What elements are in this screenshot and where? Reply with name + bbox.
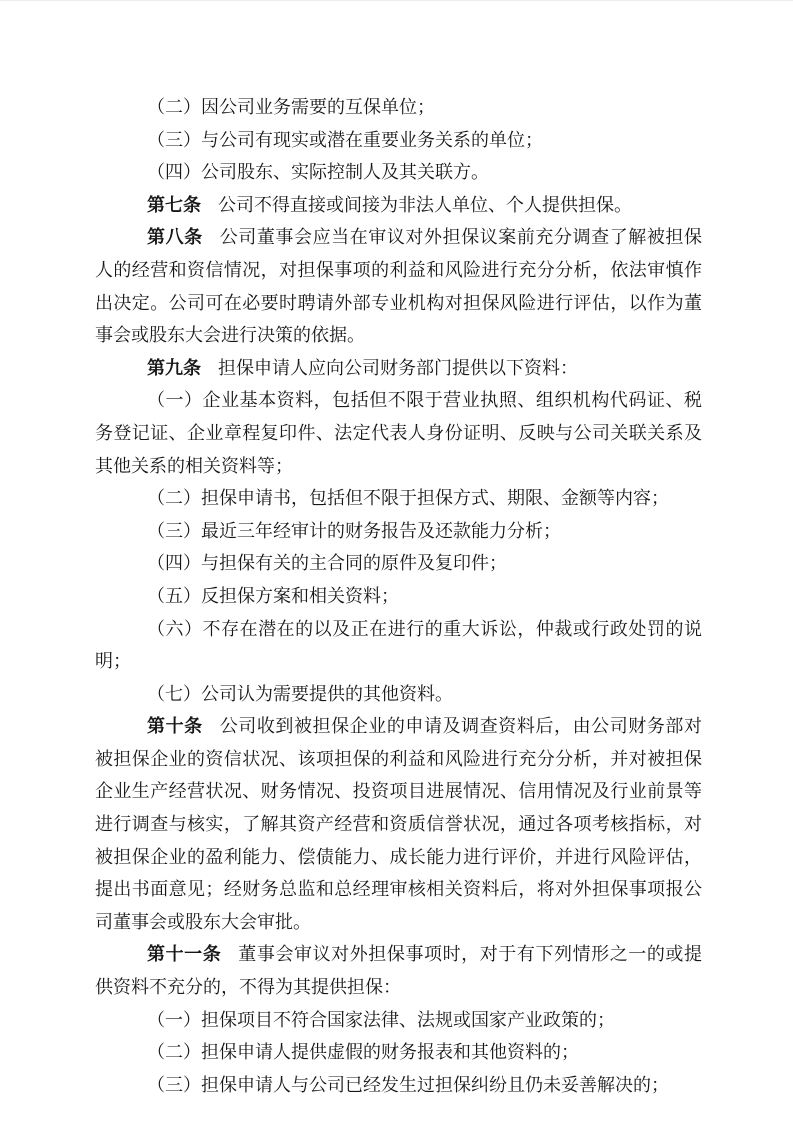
list-item [95, 1004, 702, 1037]
list-item [95, 678, 702, 711]
paragraph-text: （二）担保申请书，包括但不限于担保方式、期限、金额等内容； [147, 488, 669, 509]
paragraph-text: （四）与担保有关的主合同的原件及复印件； [147, 553, 507, 574]
article-paragraph [95, 352, 702, 385]
paragraph-text: （二）担保申请人提供虚假的财务报表和其他资料的； [147, 1042, 579, 1063]
list-item [95, 482, 702, 515]
list-item [95, 515, 702, 548]
paragraph-text: （三）担保申请人与公司已经发生过担保纠纷且仍未妥善解决的； [147, 1074, 669, 1095]
paragraph-text: 公司董事会应当在审议对外担保议案前充分调查了解被担保人的经营和资信情况，对担保事项的利益和风险进行充分分析，依法审慎作出决定。公司可在必要时聘请外部专业机构对担保风险进行评估，以作为董事会或股东大会进行决策的依据。 [95, 227, 703, 346]
paragraph-text: 董事会审议对外担保事项时，对于有下列情形之一的或提供资料不充分的，不得为其提供担保： [95, 944, 703, 998]
document-body [95, 91, 702, 1101]
paragraph-text: 公司不得直接或间接为非法人单位、个人提供担保。 [218, 194, 632, 215]
article-number: 第十一条 [147, 944, 222, 965]
list-item [95, 91, 702, 124]
paragraph-text: （五）反担保方案和相关资料； [147, 585, 399, 606]
list-item [95, 580, 702, 613]
list-item [95, 1069, 702, 1102]
article-paragraph [95, 938, 702, 1003]
paragraph-text: （三）与公司有现实或潜在重要业务关系的单位； [147, 129, 543, 150]
article-number: 第八条 [147, 227, 203, 248]
paragraph-text: （六）不存在潜在的以及正在进行的重大诉讼，仲裁或行政处罚的说明； [95, 618, 702, 672]
article-paragraph [95, 189, 702, 222]
paragraph-text: 担保申请人应向公司财务部门提供以下资料： [218, 357, 578, 378]
paragraph-text: （二）因公司业务需要的互保单位； [147, 97, 435, 117]
article-number: 第七条 [147, 194, 201, 215]
article-number: 第九条 [147, 357, 201, 378]
paragraph-text: （三）最近三年经审计的财务报告及还款能力分析； [147, 520, 561, 541]
list-item [95, 156, 702, 189]
paragraph-text: （七）公司认为需要提供的其他资料。 [147, 683, 453, 704]
list-item [95, 547, 702, 580]
list-item [95, 384, 702, 482]
article-number: 第十条 [147, 716, 203, 737]
paragraph-text: （一）担保项目不符合国家法律、法规或国家产业政策的； [147, 1009, 615, 1030]
article-paragraph [95, 710, 702, 938]
paragraph-text: （一）企业基本资料，包括但不限于营业执照、组织机构代码证、税务登记证、企业章程复印件、法定代表人身份证明、反映与公司关联关系及其他关系的相关资料等； [95, 390, 702, 476]
article-paragraph [95, 221, 702, 351]
list-item [95, 124, 702, 157]
list-item [95, 613, 702, 678]
paragraph-text: 公司收到被担保企业的申请及调查资料后，由公司财务部对被担保企业的资信状况、该项担保的利益和风险进行充分分析，并对被担保企业生产经营状况、财务情况、投资项目进展情况、信用情况及行业前景等进行调查与核实，了解其资产经营和资质信誉状况，通过各项考核指标，对被担保企业的盈利能力、偿债能力、成长能力进行评价，并进行风险评估，提出书面意见；经财务总监和总经理审核相关资料后，将对外担保事项报公司董事会或股东大会审批。 [95, 716, 703, 932]
paragraph-text: （四）公司股东、实际控制人及其关联方。 [147, 162, 489, 183]
list-item [95, 1036, 702, 1069]
